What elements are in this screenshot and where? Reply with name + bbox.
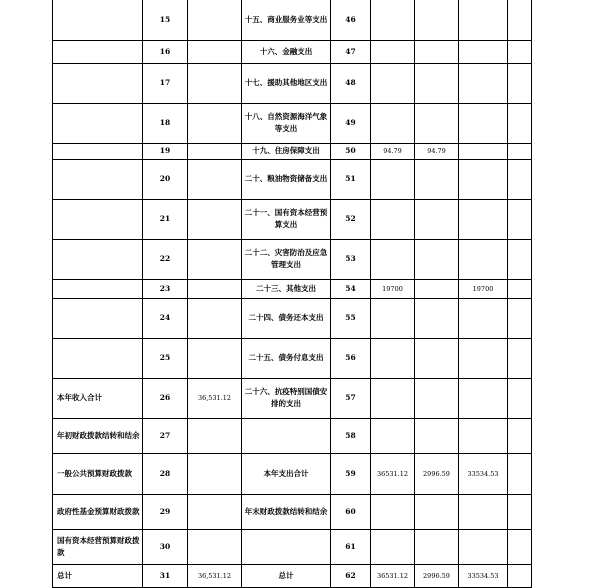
expense-project-cell — [459, 239, 508, 279]
expense-total-cell — [371, 159, 415, 199]
expense-total-cell: 36531.12 — [371, 453, 415, 494]
income-line-no-cell: 22 — [143, 239, 188, 279]
expense-line-no-cell: 55 — [331, 298, 371, 338]
expense-item-cell: 二十二、灾害防治及应急管理支出 — [242, 239, 331, 279]
income-item-cell — [53, 338, 143, 378]
expense-line-no-cell: 57 — [331, 378, 371, 418]
extra-cell — [508, 378, 532, 418]
extra-cell — [508, 63, 532, 103]
expense-total-cell — [371, 529, 415, 564]
expense-project-cell — [459, 63, 508, 103]
extra-cell — [508, 418, 532, 453]
expense-line-no-cell: 54 — [331, 279, 371, 298]
expense-item-cell: 十六、金融支出 — [242, 40, 331, 63]
income-item-cell: 一般公共预算财政拨款 — [53, 453, 143, 494]
table-row — [53, 159, 532, 199]
income-amount-cell — [188, 0, 242, 40]
expense-line-no-cell: 61 — [331, 529, 371, 564]
extra-cell — [508, 529, 532, 564]
expense-basic-cell: 2996.59 — [415, 564, 459, 587]
extra-cell — [508, 298, 532, 338]
extra-cell — [508, 159, 532, 199]
expense-basic-cell — [415, 279, 459, 298]
expense-project-cell — [459, 494, 508, 529]
income-amount-cell — [188, 159, 242, 199]
income-line-no-cell: 20 — [143, 159, 188, 199]
income-amount-cell: 36,531.12 — [188, 564, 242, 587]
table-row — [53, 239, 532, 279]
income-item-cell — [53, 199, 143, 239]
income-amount-cell — [188, 494, 242, 529]
extra-cell — [508, 453, 532, 494]
expense-basic-cell — [415, 239, 459, 279]
income-line-no-cell: 19 — [143, 143, 188, 159]
expense-total-cell — [371, 40, 415, 63]
budget-table — [52, 0, 532, 588]
income-line-no-cell: 29 — [143, 494, 188, 529]
income-line-no-cell: 28 — [143, 453, 188, 494]
expense-project-cell: 19700 — [459, 279, 508, 298]
expense-total-cell: 36531.12 — [371, 564, 415, 587]
income-amount-cell — [188, 40, 242, 63]
income-line-no-cell: 25 — [143, 338, 188, 378]
expense-item-cell: 二十三、其他支出 — [242, 279, 331, 298]
extra-cell — [508, 0, 532, 40]
expense-project-cell — [459, 40, 508, 63]
income-amount-cell — [188, 453, 242, 494]
expense-basic-cell — [415, 378, 459, 418]
expense-line-no-cell: 49 — [331, 103, 371, 143]
expense-basic-cell: 94.79 — [415, 143, 459, 159]
expense-project-cell — [459, 0, 508, 40]
table-row — [53, 418, 532, 453]
expense-total-cell — [371, 418, 415, 453]
expense-project-cell — [459, 418, 508, 453]
expense-item-cell: 二十、粮油物资储备支出 — [242, 159, 331, 199]
income-item-cell — [53, 40, 143, 63]
income-amount-cell — [188, 338, 242, 378]
expense-total-cell — [371, 0, 415, 40]
expense-project-cell — [459, 143, 508, 159]
income-amount-cell — [188, 103, 242, 143]
table-row — [53, 199, 532, 239]
table-row — [53, 0, 532, 40]
extra-cell — [508, 279, 532, 298]
expense-item-cell: 二十六、抗疫特别国债安排的支出 — [242, 378, 331, 418]
expense-project-cell — [459, 103, 508, 143]
income-item-cell — [53, 159, 143, 199]
expense-line-no-cell: 46 — [331, 0, 371, 40]
expense-item-cell: 二十一、国有资本经营预算支出 — [242, 199, 331, 239]
expense-item-cell: 本年支出合计 — [242, 453, 331, 494]
expense-basic-cell — [415, 40, 459, 63]
extra-cell — [508, 564, 532, 587]
expense-item-cell: 十五、商业服务业等支出 — [242, 0, 331, 40]
expense-project-cell — [459, 378, 508, 418]
table-row — [53, 279, 532, 298]
expense-line-no-cell: 52 — [331, 199, 371, 239]
income-item-cell: 本年收入合计 — [53, 378, 143, 418]
income-item-cell: 年初财政拨款结转和结余 — [53, 418, 143, 453]
income-line-no-cell: 23 — [143, 279, 188, 298]
income-amount-cell — [188, 418, 242, 453]
table-row — [53, 453, 532, 494]
extra-cell — [508, 103, 532, 143]
expense-line-no-cell: 48 — [331, 63, 371, 103]
expense-project-cell: 33534.53 — [459, 453, 508, 494]
expense-basic-cell — [415, 159, 459, 199]
extra-cell — [508, 494, 532, 529]
expense-line-no-cell: 50 — [331, 143, 371, 159]
income-line-no-cell: 26 — [143, 378, 188, 418]
expense-project-cell — [459, 338, 508, 378]
expense-item-cell — [242, 418, 331, 453]
extra-cell — [508, 40, 532, 63]
income-line-no-cell: 15 — [143, 0, 188, 40]
expense-total-cell — [371, 103, 415, 143]
expense-line-no-cell: 56 — [331, 338, 371, 378]
income-line-no-cell: 31 — [143, 564, 188, 587]
income-item-cell — [53, 279, 143, 298]
extra-cell — [508, 338, 532, 378]
expense-total-cell: 94.79 — [371, 143, 415, 159]
income-item-cell: 政府性基金预算财政拨款 — [53, 494, 143, 529]
expense-total-cell — [371, 494, 415, 529]
expense-project-cell — [459, 298, 508, 338]
income-line-no-cell: 27 — [143, 418, 188, 453]
expense-project-cell — [459, 199, 508, 239]
table-row — [53, 103, 532, 143]
income-line-no-cell: 17 — [143, 63, 188, 103]
income-line-no-cell: 21 — [143, 199, 188, 239]
expense-basic-cell — [415, 0, 459, 40]
expense-line-no-cell: 51 — [331, 159, 371, 199]
table-row — [53, 494, 532, 529]
income-item-cell — [53, 63, 143, 103]
expense-total-cell: 19700 — [371, 279, 415, 298]
income-amount-cell — [188, 143, 242, 159]
income-amount-cell — [188, 298, 242, 338]
expense-basic-cell — [415, 338, 459, 378]
income-item-cell — [53, 0, 143, 40]
expense-project-cell — [459, 159, 508, 199]
table-body — [53, 0, 532, 587]
income-line-no-cell: 16 — [143, 40, 188, 63]
expense-total-cell — [371, 378, 415, 418]
income-item-cell — [53, 103, 143, 143]
expense-line-no-cell: 53 — [331, 239, 371, 279]
income-item-cell: 国有资本经营预算财政拨款 — [53, 529, 143, 564]
income-amount-cell — [188, 63, 242, 103]
expense-basic-cell: 2996.59 — [415, 453, 459, 494]
table-row — [53, 529, 532, 564]
expense-basic-cell — [415, 298, 459, 338]
expense-item-cell: 总计 — [242, 564, 331, 587]
income-line-no-cell: 30 — [143, 529, 188, 564]
expense-line-no-cell: 59 — [331, 453, 371, 494]
expense-item-cell: 二十五、债务付息支出 — [242, 338, 331, 378]
expense-line-no-cell: 62 — [331, 564, 371, 587]
budget-table-sheet — [52, 0, 600, 588]
extra-cell — [508, 239, 532, 279]
expense-line-no-cell: 47 — [331, 40, 371, 63]
income-line-no-cell: 24 — [143, 298, 188, 338]
expense-basic-cell — [415, 103, 459, 143]
extra-cell — [508, 199, 532, 239]
expense-item-cell: 二十四、债务还本支出 — [242, 298, 331, 338]
expense-basic-cell — [415, 199, 459, 239]
expense-basic-cell — [415, 63, 459, 103]
expense-total-cell — [371, 338, 415, 378]
income-item-cell — [53, 298, 143, 338]
expense-basic-cell — [415, 418, 459, 453]
expense-line-no-cell: 60 — [331, 494, 371, 529]
table-row — [53, 143, 532, 159]
expense-basic-cell — [415, 494, 459, 529]
income-line-no-cell: 18 — [143, 103, 188, 143]
expense-total-cell — [371, 63, 415, 103]
income-amount-cell — [188, 529, 242, 564]
table-row — [53, 40, 532, 63]
expense-item-cell: 十九、住房保障支出 — [242, 143, 331, 159]
extra-cell — [508, 143, 532, 159]
expense-project-cell: 33534.53 — [459, 564, 508, 587]
expense-total-cell — [371, 239, 415, 279]
income-item-cell — [53, 239, 143, 279]
income-amount-cell — [188, 199, 242, 239]
income-item-cell: 总计 — [53, 564, 143, 587]
table-row — [53, 378, 532, 418]
table-row — [53, 338, 532, 378]
income-amount-cell — [188, 239, 242, 279]
expense-item-cell: 十八、自然资源海洋气象等支出 — [242, 103, 331, 143]
expense-item-cell: 十七、援助其他地区支出 — [242, 63, 331, 103]
table-row — [53, 564, 532, 587]
expense-basic-cell — [415, 529, 459, 564]
table-row — [53, 298, 532, 338]
expense-project-cell — [459, 529, 508, 564]
expense-line-no-cell: 58 — [331, 418, 371, 453]
income-amount-cell — [188, 279, 242, 298]
table-row — [53, 63, 532, 103]
income-amount-cell: 36,531.12 — [188, 378, 242, 418]
expense-item-cell: 年末财政拨款结转和结余 — [242, 494, 331, 529]
expense-item-cell — [242, 529, 331, 564]
expense-total-cell — [371, 199, 415, 239]
income-item-cell — [53, 143, 143, 159]
expense-total-cell — [371, 298, 415, 338]
